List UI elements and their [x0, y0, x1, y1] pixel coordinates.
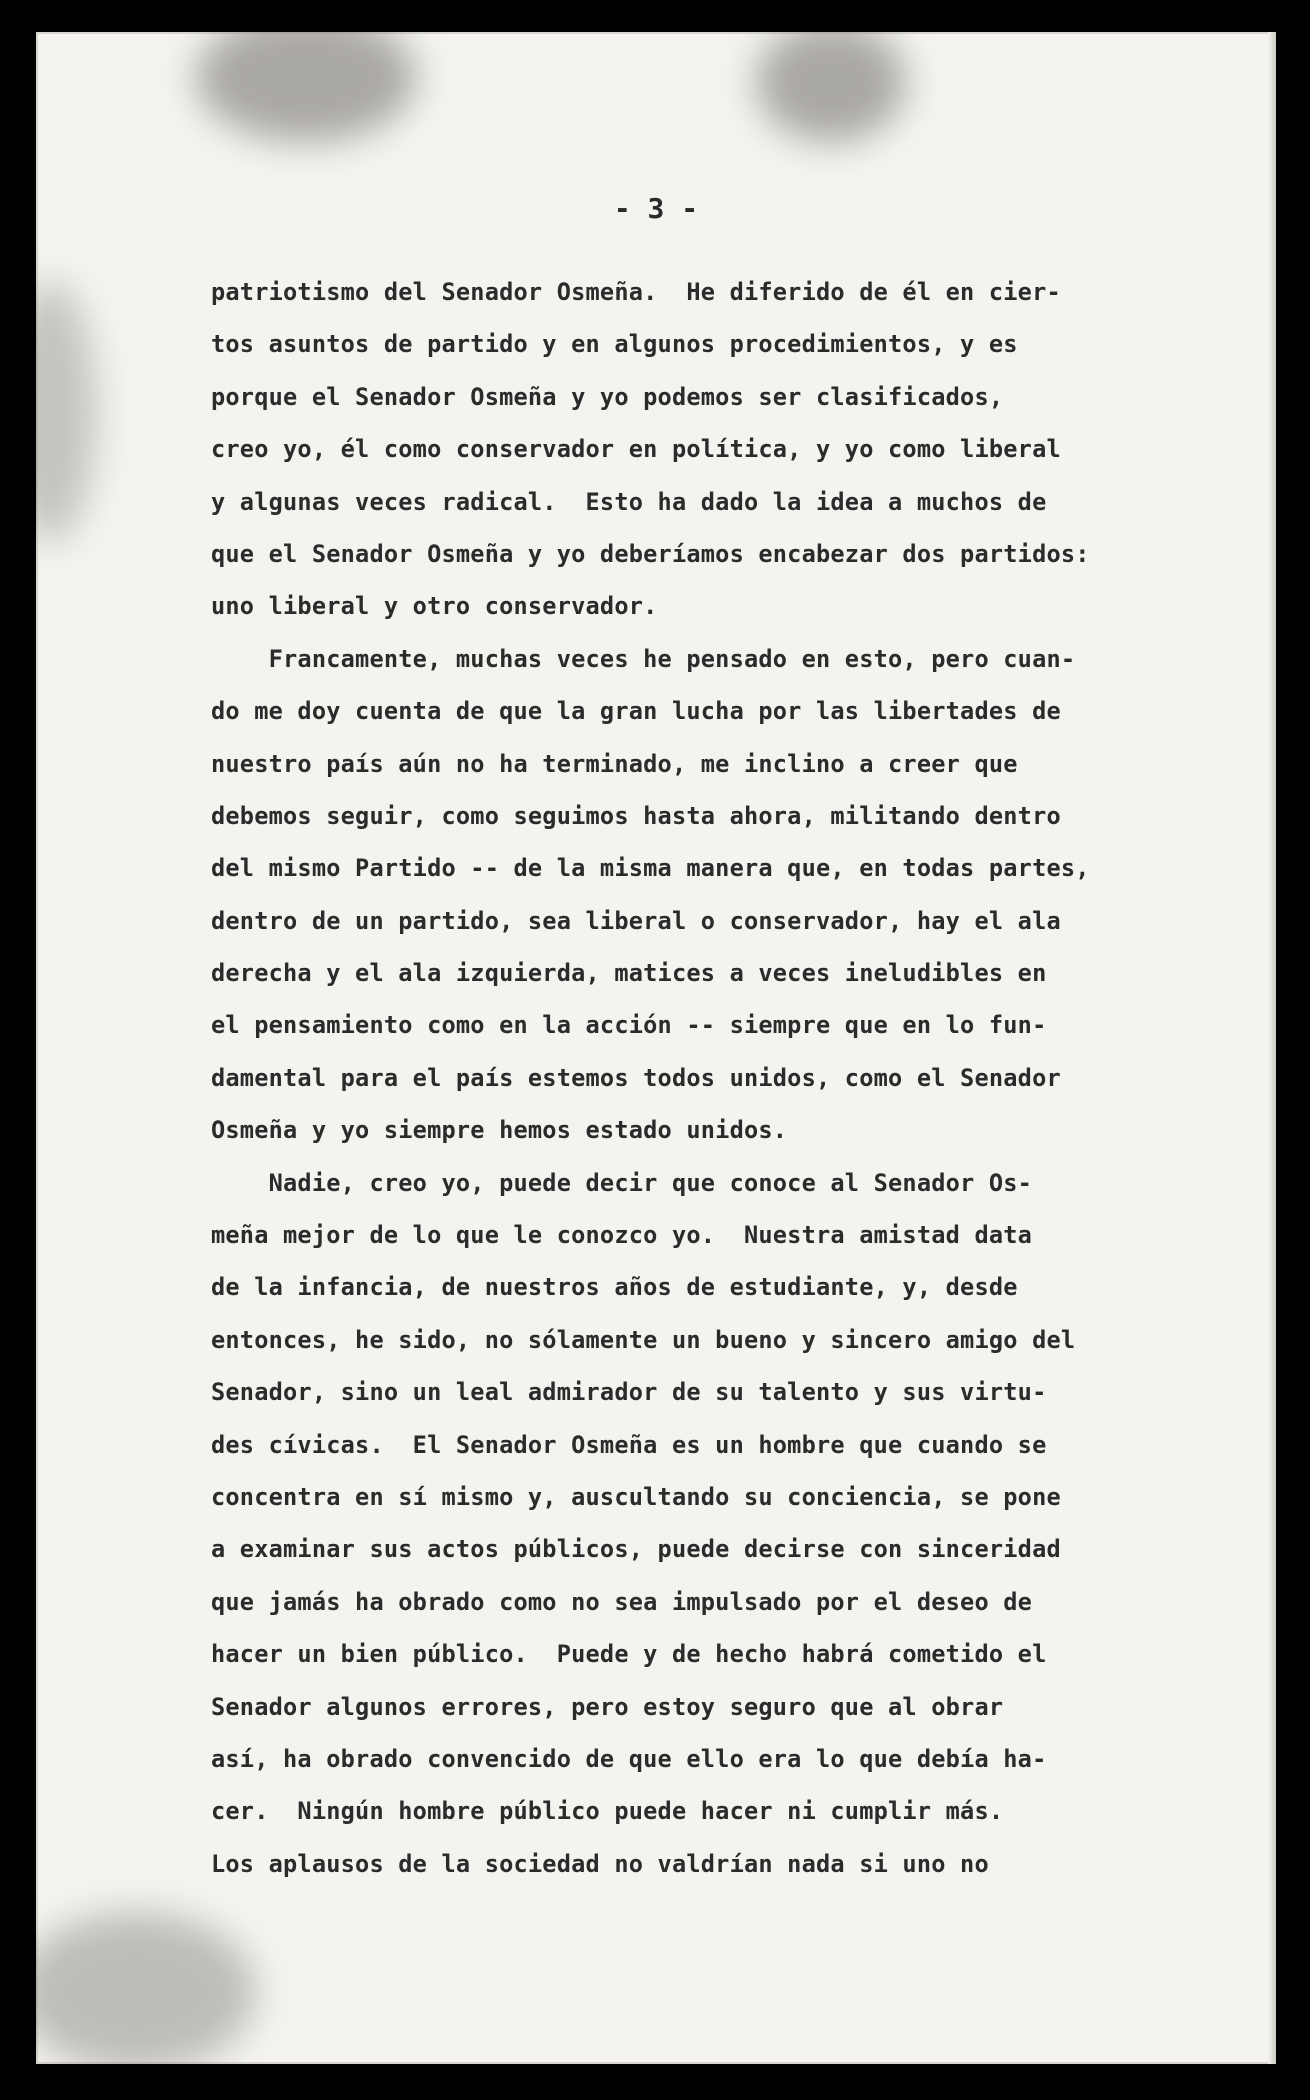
text-line: debemos seguir, como seguimos hasta ahora, militando dentro [211, 801, 1061, 830]
text-line: patriotismo del Senador Osmeña. He diferido de él en cier- [211, 278, 1061, 306]
text-line: Francamente, muchas veces he pensado en esto, pero cuan- [211, 644, 1076, 673]
page-edge-shadow [1268, 32, 1276, 2064]
smudge-top-left [196, 32, 416, 142]
page-number: - 3 - [613, 192, 699, 225]
text-line: el pensamiento como en la acción -- siempre que en lo fun- [211, 1011, 1047, 1040]
text-line: porque el Senador Osmeña y yo podemos ser clasificados, [211, 382, 1004, 411]
text-line: uno liberal y otro conservador. [211, 592, 658, 621]
text-line: a examinar sus actos públicos, puede decirse con sinceridad [211, 1535, 1061, 1564]
document-page [36, 32, 1276, 2064]
smudge-bottom-left [36, 1912, 256, 2064]
text-line: Nadie, creo yo, puede decir que conoce al Senador Os- [211, 1168, 1033, 1197]
text-line: que jamás ha obrado como no sea impulsado por el deseo de [211, 1587, 1033, 1616]
text-line: meña mejor de lo que le conozco yo. Nuestra amistad data [211, 1221, 1033, 1250]
text-line: Los aplausos de la sociedad no valdrían nada si uno no [211, 1849, 989, 1878]
text-line: cer. Ningún hombre público puede hacer ni cumplir más. [211, 1797, 1004, 1826]
text-line: do me doy cuenta de que la gran lucha por las libertades de [211, 697, 1061, 726]
text-line: damental para el país estemos todos unidos, como el Senador [211, 1063, 1061, 1092]
text-line: de la infancia, de nuestros años de estudiante, y, desde [211, 1273, 1018, 1302]
text-line: concentra en sí mismo y, auscultando su conciencia, se pone [211, 1482, 1061, 1511]
body-text [211, 266, 1171, 1890]
text-line: hacer un bien público. Puede y de hecho habrá cometido el [211, 1640, 1047, 1669]
smudge-top-right [756, 32, 906, 142]
text-line: nuestro país aún no ha terminado, me inclino a creer que [211, 749, 1018, 778]
text-line: des cívicas. El Senador Osmeña es un hombre que cuando se [211, 1430, 1047, 1459]
text-line: que el Senador Osmeña y yo deberíamos encabezar dos partidos: [211, 539, 1090, 568]
text-line: Senador, sino un leal admirador de su talento y sus virtu- [211, 1378, 1047, 1407]
text-line: entonces, he sido, no sólamente un bueno y sincero amigo del [211, 1325, 1076, 1354]
text-line: creo yo, él como conservador en política, y yo como liberal [211, 435, 1061, 464]
text-line: tos asuntos de partido y en algunos procedimientos, y es [211, 330, 1018, 359]
text-line: derecha y el ala izquierda, matices a veces ineludibles en [211, 959, 1047, 988]
text-line: dentro de un partido, sea liberal o conservador, hay el ala [211, 906, 1061, 935]
text-line: así, ha obrado convencido de que ello era lo que debía ha- [211, 1744, 1047, 1773]
text-line: Osmeña y yo siempre hemos estado unidos. [211, 1116, 788, 1145]
text-line: Senador algunos errores, pero estoy seguro que al obrar [211, 1692, 1004, 1721]
smudge-left-margin [36, 282, 96, 542]
text-line: del mismo Partido -- de la misma manera que, en todas partes, [211, 854, 1090, 883]
text-line: y algunas veces radical. Esto ha dado la idea a muchos de [211, 487, 1047, 516]
